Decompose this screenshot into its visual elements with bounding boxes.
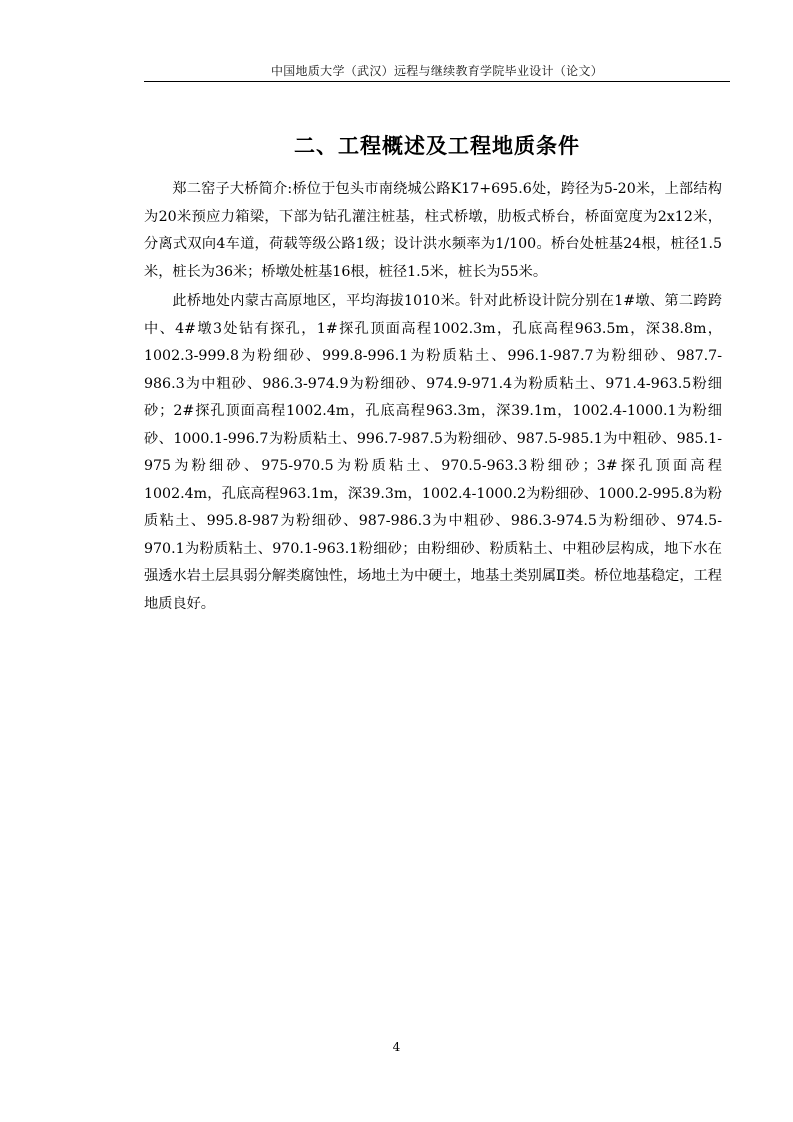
paragraph-bridge-overview: 郑二窑子大桥简介:桥位于包头市南绕城公路K17+695.6处，跨径为5-20米，上部结构为20米预应力箱梁，下部为钻孔灌注桩基，柱式桥墩，肋板式桥台，桥面宽度为2x12米，分离式双向4车道，荷载等级公路1级；设计洪水频率为1/100。桥台处桩基24根，桩径1.5米，桩长为36米；桥墩处桩基16根，桩径1.5米，桩长为55米。	[144, 181, 722, 280]
running-header: 中国地质大学（武汉）远程与继续教育学院毕业设计（论文）	[270, 64, 604, 78]
page-number: 4	[392, 1040, 401, 1054]
paragraph-geology: 此桥地处内蒙古高原地区，平均海拔1010米。针对此桥设计院分别在1#墩、第二跨跨中、4#墩3处钻有探孔，1#探孔顶面高程1002.3m，孔底高程963.5m，深38.8m，1002.3-999.8为粉细砂、999.8-996.1为粉质粘土、996.1-987.7为粉细砂、987.7-986.3为中粗砂、986.3-974.9为粉细砂、974.9-971.4为粉质粘土、971.4-963.5粉细砂；2#探孔顶面高程1002.4m，孔底高程963.3m，深39.1m，1002.4-1000.1为粉细砂、1000.1-996.7为粉质粘土、996.7-987.5为粉细砂、987.5-985.1为中粗砂、985.1-975为粉细砂、975-970.5为粉质粘土、970.5-963.3粉细砂；3#探孔顶面高程1002.4m，孔底高程963.1m，深39.3m，1002.4-1000.2为粉细砂、1000.2-995.8为粉质粘土、995.8-987为粉细砂、987-986.3为中粗砂、986.3-974.5为粉细砂、974.5-970.1为粉质粘土、970.1-963.1粉细砂；由粉细砂、粉质粘土、中粗砂层构成，地下水在强透水岩土层具弱分解类腐蚀性，场地土为中硬土，地基土类别属Ⅱ类。桥位地基稳定，工程地质良好。	[144, 293, 722, 612]
section-title: 二、工程概述及工程地质条件	[294, 134, 580, 159]
header-divider	[144, 81, 730, 82]
body-text	[144, 176, 722, 620]
